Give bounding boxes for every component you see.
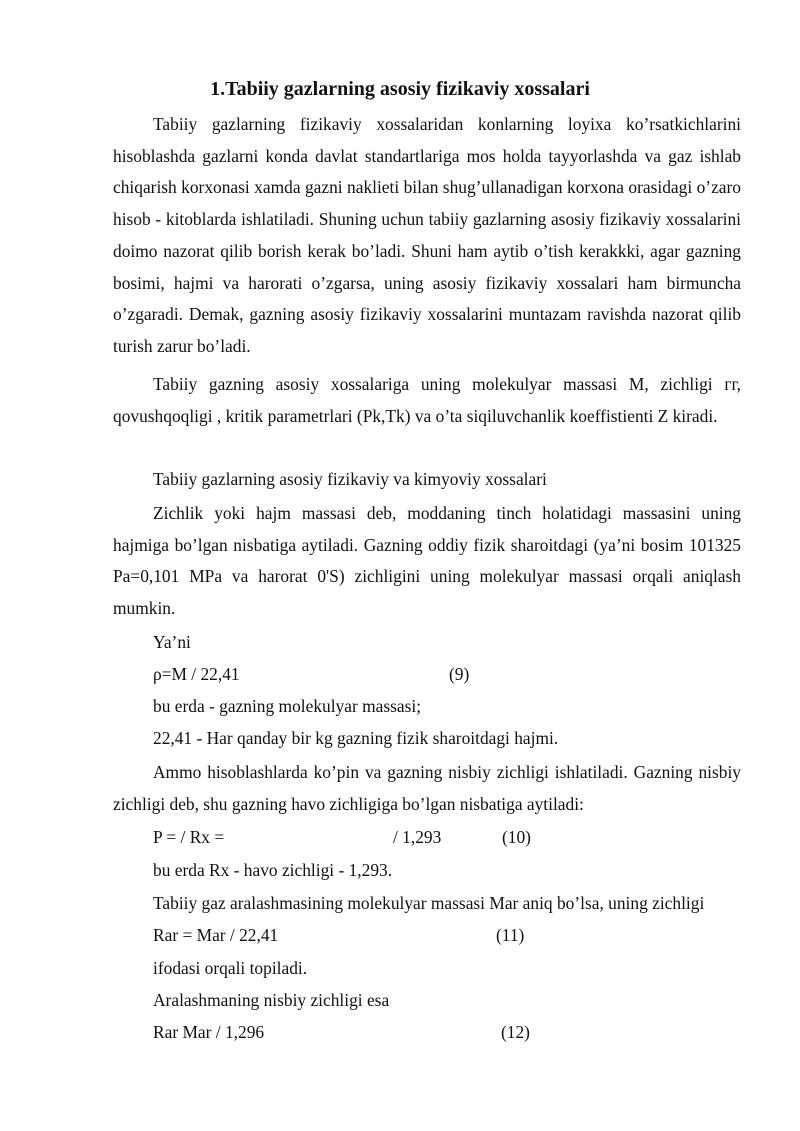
paragraph-density: Zichlik yoki hajm massasi deb, moddaning tinch holatidagi massasini uning hajmiga bo’lgan nisbatiga aytiladi. Gazning oddiy fizik sharoitdagi (ya’ni bosim 101325 Pa=0,101 MPa va harorat 0'S) zichligini uning molekulyar massasi orqali aniqlash mumkin.: [113, 503, 741, 619]
formula-12-number: (12): [501, 1022, 530, 1042]
formula-11-number: (11): [496, 925, 525, 945]
page-title: 1.Tabiiy gazlarning asosiy fizikaviy xossalari: [210, 78, 590, 100]
formula-12-expression: Rar Mar / 1,296: [153, 1022, 265, 1042]
formula-12: [153, 1017, 741, 1049]
text-volume: 22,41 - Har qanday bir kg gazning fizik sharoitdagi hajmi.: [153, 728, 559, 748]
formula-10-denominator: / 1,293: [393, 827, 442, 847]
text-found: ifodasi orqali topiladi.: [153, 958, 308, 978]
formula-10-number: (10): [502, 827, 531, 847]
formula-11-expression: Rar = Mar / 22,41: [153, 925, 279, 945]
text-mixture-mass: Tabiiy gaz aralashmasining molekulyar massasi Mar aniq bo’lsa, uning zichligi: [153, 893, 705, 913]
paragraph-properties: Tabiiy gazning asosiy xossalariga uning molekulyar massasi M, zichligi гг, qovushqoqligi , kritik parametrlari (Pk,Tk) va o’ta siqiluvchanlik koeffistienti Z kiradi.: [113, 374, 741, 426]
section-heading: Tabiiy gazlarning asosiy fizikaviy va kimyoviy xossalari: [153, 469, 547, 489]
formula-9-expression: ρ=M / 22,41: [153, 664, 240, 684]
text-mixture-relative: Aralashmaning nisbiy zichligi esa: [153, 990, 390, 1010]
formula-10: [153, 822, 741, 854]
formula-10-expression: P = / Rx =: [153, 827, 225, 847]
paragraph-intro: Tabiiy gazlarning fizikaviy xossalaridan konlarning loyixa ko’rsatkichlarini hisoblashda gazlarni konda davlat standartlariga mos holda tayyorlashda va gaz ishlab chiqarish korxonasi xamda gazni naklieti bilan shug’ullanadigan korxona orasidagi o’zaro hisob - kitoblarda ishlatiladi. Shuning uchun tabiiy gazlarning asosiy fizikaviy xossalarini doimo nazorat qilib borish kerak bo’ladi. Shuni ham aytib o’tish kerakkki, agar gazning bosimi, hajmi va harorati o’zgarsa, uning asosiy fizikaviy xossalari ham birmuncha o’zgaradi. Demak, gazning asosiy fizikaviy xossalarini muntazam ravishda nazorat qilib turish zarur bo’ladi.: [113, 114, 741, 356]
formula-11: [153, 920, 741, 952]
formula-9-number: (9): [449, 664, 470, 684]
formula-9: [153, 659, 741, 691]
paragraph-relative-density: Ammo hisoblashlarda ko’pin va gazning nisbiy zichligi ishlatiladi. Gazning nisbiy zichligi deb, shu gazning havo zichligiga bo’lgan nisbatiga aytiladi:: [113, 762, 741, 814]
text-molecular-mass: bu erda - gazning molekulyar massasi;: [153, 696, 422, 716]
text-air-density: bu erda Rx - havo zichligi - 1,293.: [153, 860, 393, 880]
text-yani: Ya’ni: [153, 632, 191, 652]
